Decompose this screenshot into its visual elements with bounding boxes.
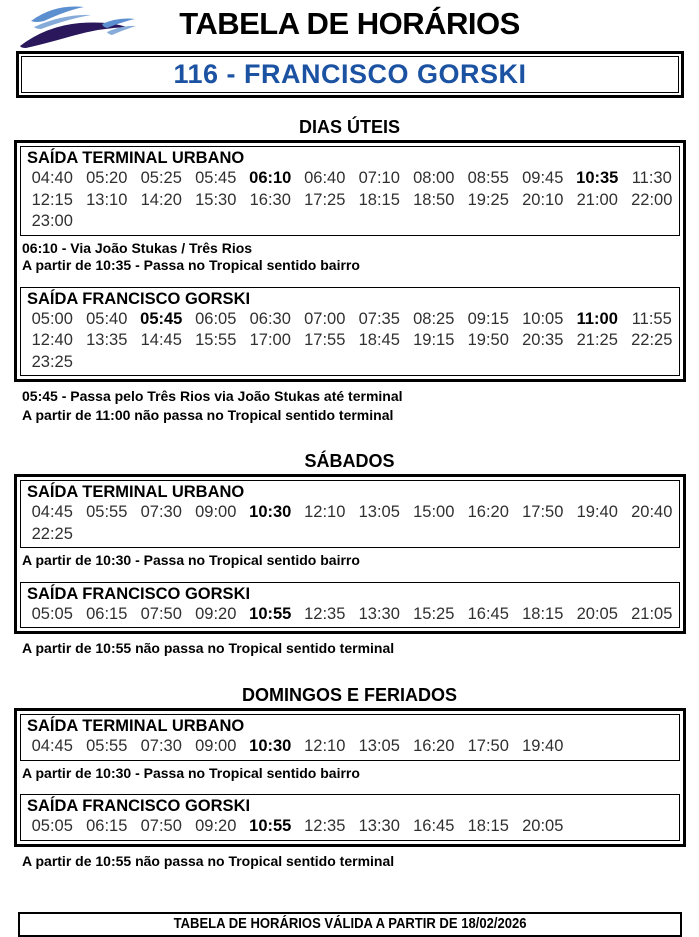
time-cell: 11:00 (576, 309, 618, 328)
time-cell: 21:00 (576, 190, 618, 209)
time-cell: 05:45 (140, 309, 183, 328)
time-cell: 19:15 (413, 331, 455, 349)
time-cell: 12:15 (31, 190, 73, 209)
time-cell: 16:20 (413, 737, 455, 755)
time-cell: 07:35 (358, 309, 400, 328)
validity-footer-text: TABELA DE HORÁRIOS VÁLIDA A PARTIR DE 18/02/2026 (173, 915, 527, 932)
departure-table (20, 480, 680, 548)
time-cell: 21:05 (631, 604, 673, 623)
time-cell: 09:15 (467, 309, 509, 328)
departure-table-title: SAÍDA FRANCISCO GORSKI (27, 584, 251, 603)
note-line: A partir de 10:30 - Passa no Tropical sentido bairro (22, 764, 360, 781)
time-cell: 19:40 (576, 503, 618, 521)
day-section-box (14, 474, 686, 634)
time-cell: 15:00 (413, 503, 455, 521)
time-row (25, 524, 677, 546)
time-cell: 23:25 (31, 352, 73, 371)
departure-table-title: SAÍDA TERMINAL URBANO (27, 483, 245, 501)
time-cell: 20:05 (522, 817, 564, 835)
time-cell: 11:55 (631, 309, 672, 328)
time-cell: 16:45 (467, 604, 509, 623)
time-cell: 19:50 (467, 331, 509, 349)
time-cell: 13:30 (358, 817, 400, 835)
time-cell: 20:40 (631, 503, 673, 521)
time-cell: 12:10 (304, 737, 346, 755)
departure-table-title: SAÍDA FRANCISCO GORSKI (27, 797, 251, 815)
day-section-dias-uteis (0, 118, 699, 425)
time-cell: 05:20 (86, 169, 128, 187)
time-cell: 10:55 (249, 604, 292, 623)
page-header (0, 0, 699, 51)
departure-table (20, 582, 680, 629)
time-cell: 08:25 (413, 309, 455, 328)
time-cell: 13:30 (358, 604, 400, 623)
departure-table-title: SAÍDA FRANCISCO GORSKI (27, 289, 251, 308)
route-title: 116 - FRANCISCO GORSKI (21, 56, 679, 93)
time-cell: 17:50 (467, 737, 509, 755)
time-cell: 17:25 (304, 190, 346, 209)
day-sections (0, 118, 699, 871)
time-cell: 05:00 (31, 309, 73, 328)
time-cell: 06:15 (86, 604, 128, 623)
time-cell: 12:35 (304, 604, 346, 623)
time-cell: 18:15 (358, 190, 400, 209)
time-cell: 05:45 (195, 169, 237, 187)
time-row (25, 190, 677, 212)
time-cell: 12:35 (304, 817, 346, 835)
time-cell: 12:40 (31, 331, 73, 349)
time-cell: 10:35 (576, 169, 619, 187)
time-cell: 07:30 (140, 503, 182, 521)
time-cell: 19:40 (522, 737, 564, 755)
time-cell: 05:55 (86, 503, 128, 521)
note-line: 05:45 - Passa pelo Três Rios via João Stukas até terminal (22, 388, 403, 404)
time-cell: 05:40 (86, 309, 128, 328)
time-cell: 13:05 (358, 737, 400, 755)
time-cell: 18:45 (358, 331, 400, 349)
time-cell: 06:10 (249, 169, 292, 187)
departure-table-title: SAÍDA TERMINAL URBANO (27, 149, 245, 167)
note-line: A partir de 10:35 - Passa no Tropical sentido bairro (22, 257, 360, 273)
time-cell: 16:20 (467, 503, 509, 521)
time-cell: 13:05 (358, 503, 400, 521)
time-cell: 18:15 (467, 817, 509, 835)
time-cell: 20:35 (522, 331, 564, 349)
time-row (25, 168, 677, 190)
time-cell: 08:00 (413, 169, 455, 187)
notes-below-section (22, 387, 699, 425)
time-cell: 08:55 (467, 169, 509, 187)
time-row (25, 816, 677, 838)
time-cell: 13:10 (86, 190, 128, 209)
time-row (25, 211, 677, 233)
page-title: TABELA DE HORÁRIOS (179, 6, 520, 41)
departure-table (20, 146, 680, 236)
time-cell: 09:00 (195, 737, 237, 755)
time-cell: 18:15 (522, 604, 564, 623)
time-cell: 09:00 (195, 503, 237, 521)
time-cell: 04:45 (31, 503, 73, 521)
day-section-title: DOMINGOS E FERIADOS (241, 685, 457, 705)
time-cell: 09:20 (195, 817, 237, 835)
time-cell: 09:45 (522, 169, 564, 187)
time-cell: 06:40 (304, 169, 346, 187)
time-cell: 17:50 (522, 503, 564, 521)
time-cell: 19:25 (467, 190, 509, 209)
route-title-box (16, 51, 684, 98)
time-row (25, 502, 677, 524)
time-cell: 04:40 (31, 169, 73, 187)
time-cell: 12:10 (304, 503, 346, 521)
time-cell: 14:45 (140, 331, 182, 349)
day-section-box (14, 140, 686, 382)
time-cell: 22:25 (631, 331, 673, 349)
time-cell: 09:20 (195, 604, 237, 623)
time-cell: 05:55 (86, 737, 128, 755)
notes-below-section (22, 852, 699, 871)
time-cell: 14:20 (140, 190, 182, 209)
time-cell: 10:30 (249, 503, 292, 521)
notes-between-tables (22, 240, 680, 275)
time-cell: 20:05 (576, 604, 618, 623)
note-line: A partir de 11:00 não passa no Tropical sentido terminal (22, 407, 394, 423)
notes-below-section (22, 639, 699, 658)
time-cell: 10:30 (249, 737, 292, 755)
notes-between-tables (22, 552, 680, 570)
time-cell: 15:30 (195, 190, 237, 209)
time-cell: 07:10 (358, 169, 400, 187)
day-section-domingos-feriados (0, 686, 699, 871)
wave-logo-icon (18, 2, 138, 52)
time-row (25, 736, 677, 758)
day-section-title: SÁBADOS (304, 451, 395, 471)
time-cell: 15:55 (195, 331, 237, 349)
departure-table (20, 287, 680, 377)
time-cell: 10:55 (249, 817, 292, 835)
time-cell: 21:25 (576, 331, 618, 349)
note-line: A partir de 10:55 não passa no Tropical sentido terminal (22, 640, 395, 656)
time-cell: 16:45 (413, 817, 455, 835)
time-cell: 17:55 (304, 331, 346, 349)
time-cell: 07:00 (304, 309, 346, 328)
time-cell: 06:15 (86, 817, 128, 835)
time-cell: 04:45 (31, 737, 73, 755)
time-cell: 16:30 (249, 190, 291, 209)
time-cell: 15:25 (413, 604, 455, 623)
day-section-sabados (0, 452, 699, 658)
notes-between-tables (22, 765, 680, 783)
departure-table (20, 714, 680, 761)
time-cell: 07:50 (140, 817, 182, 835)
time-cell: 05:05 (31, 817, 73, 835)
time-row (25, 309, 677, 331)
time-cell: 23:00 (31, 212, 73, 230)
time-cell: 20:10 (522, 190, 564, 209)
day-section-box (14, 708, 686, 847)
time-cell: 17:00 (249, 331, 291, 349)
time-cell: 07:30 (140, 737, 182, 755)
time-cell: 11:30 (631, 169, 672, 187)
departure-table-title: SAÍDA TERMINAL URBANO (27, 717, 245, 735)
note-line: A partir de 10:55 não passa no Tropical sentido terminal (22, 852, 395, 869)
time-row (25, 604, 677, 626)
time-row (25, 352, 677, 374)
time-cell: 05:25 (140, 169, 182, 187)
time-cell: 18:50 (413, 190, 455, 209)
time-cell: 07:50 (140, 604, 182, 623)
validity-footer-box (18, 912, 682, 937)
note-line: A partir de 10:30 - Passa no Tropical sentido bairro (22, 552, 360, 568)
time-row (25, 330, 677, 352)
time-cell: 05:05 (31, 604, 73, 623)
time-cell: 22:25 (31, 524, 73, 543)
day-section-title: DIAS ÚTEIS (298, 117, 400, 137)
time-cell: 06:30 (249, 309, 291, 328)
time-cell: 10:05 (522, 309, 564, 328)
time-cell: 06:05 (195, 309, 237, 328)
note-line: 06:10 - Via João Stukas / Três Rios (22, 239, 253, 256)
time-cell: 13:35 (86, 331, 128, 349)
departure-table (20, 794, 680, 841)
time-cell: 22:00 (631, 190, 673, 209)
